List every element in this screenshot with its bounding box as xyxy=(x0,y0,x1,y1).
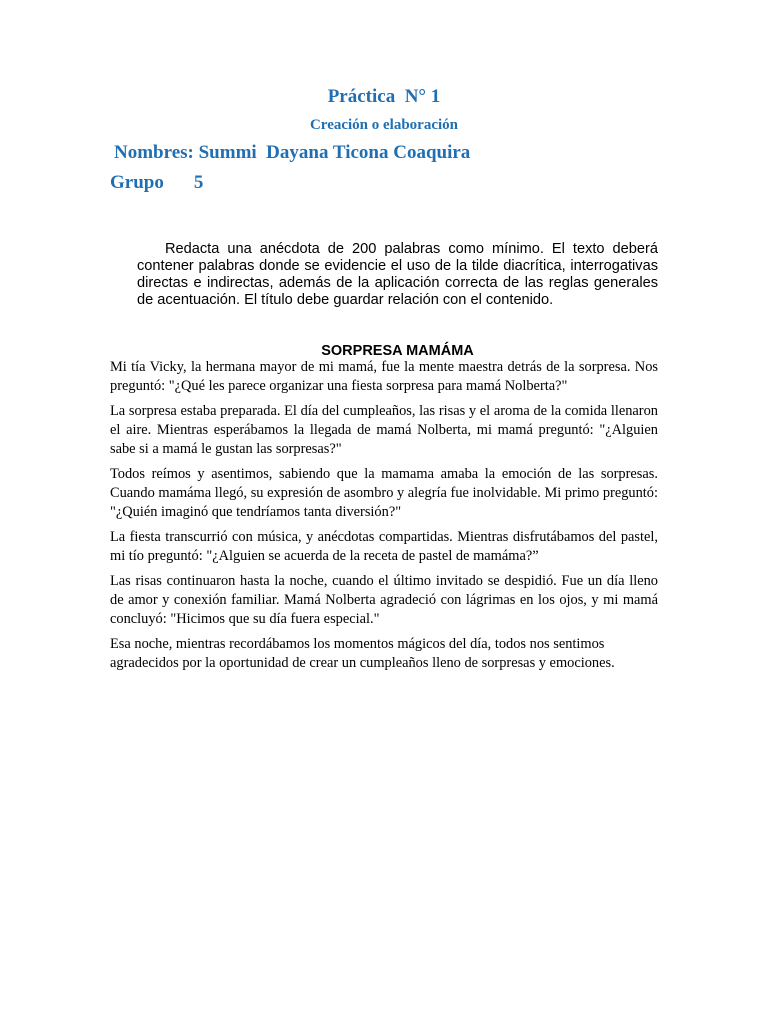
story-paragraph: Las risas continuaron hasta la noche, cuando el último invitado se despidió. Fue un día lleno de amor y conexión familiar. Mamá Nolberta agradeció con lágrimas en los ojos, y mi mamá concluyó: "Hicimos que su día fuera especial." xyxy=(110,573,658,627)
story-title: SORPRESA MAMÁMA xyxy=(321,343,474,359)
student-names: Nombres: Summi Dayana Ticona Coaquira xyxy=(114,142,471,163)
instructions-paragraph: Redacta una anécdota de 200 palabras como mínimo. El texto deberá contener palabras donde se evidencie el uso de la tilde diacrítica, interrogativas directas e indirectas, además de la aplicación correcta de las reglas generales de acentuación. El título debe guardar relación con el contenido. xyxy=(137,241,658,308)
story-paragraph: La sorpresa estaba preparada. El día del cumpleaños, las risas y el aroma de la comida llenaron el aire. Mientras esperábamos la llegada de mamá Nolberta, mi mamá preguntó: "¿Alguien sabe si a mamá le gustan las sorpresas?" xyxy=(110,403,658,457)
group-number: 5 xyxy=(193,172,204,193)
story-paragraph: Esa noche, mientras recordábamos los momentos mágicos del día, todos nos sentimos agradecidos por la oportunidad de crear un cumpleaños lleno de sorpresas y emociones. xyxy=(110,636,615,671)
practice-subtitle: Creación o elaboración xyxy=(309,117,459,133)
group-label: Grupo xyxy=(110,172,164,193)
group-line xyxy=(110,172,203,194)
story-body xyxy=(110,358,658,679)
story-paragraph: La fiesta transcurrió con música, y anécdotas compartidas. Mientras disfrutábamos del pastel, mi tío preguntó: "¿Alguien se acuerda de la receta de pastel de mamáma?” xyxy=(110,529,658,564)
practice-title: Práctica N° 1 xyxy=(327,86,441,107)
story-paragraph: Mi tía Vicky, la hermana mayor de mi mamá, fue la mente maestra detrás de la sorpresa. Nos preguntó: "¿Qué les parece organizar una fiesta sorpresa para mamá Nolberta?" xyxy=(110,359,658,394)
story-paragraph: Todos reímos y asentimos, sabiendo que la mamama amaba la emoción de las sorpresas. Cuando mamáma llegó, su expresión de asombro y alegría fue inolvidable. Mi primo preguntó: "¿Quién imaginó que tendríamos tanta diversión?" xyxy=(110,466,658,520)
